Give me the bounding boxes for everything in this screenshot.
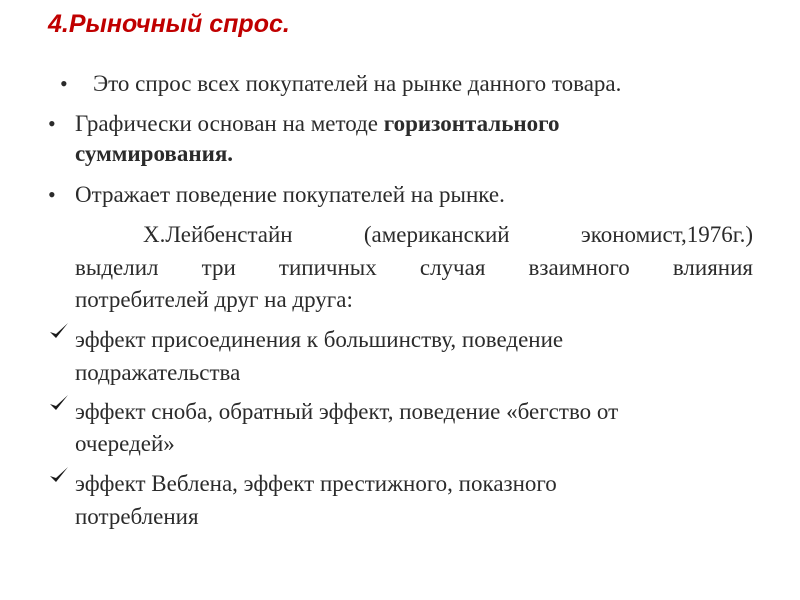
paragraph-line-1: Х.Лейбенстайн (американский экономист,1976г.) [143,222,753,247]
bullet-text-graphic-line2 [75,140,233,168]
paragraph-line-2: выделил три типичных случая взаимного влияния [75,255,753,280]
check-item-1-line-1: эффект присоединения к большинству, поведение [75,327,564,352]
slide-title: 4.Рыночный спрос. [48,10,290,38]
bullet-dot-icon: • [48,182,56,207]
bullet-dot-icon: • [48,111,56,136]
bullet-text-graphic-bold-2: суммирования. [75,141,234,166]
checkmark-icon [48,320,70,342]
bullet-text-behavior: Отражает поведение покупателей на рынке. [75,182,505,207]
bullet-text-graphic [75,110,560,138]
bullet-text-graphic-plain: Графически основан на методе [75,111,384,136]
check-item-3-line-1: эффект Веблена, эффект престижного, показного [75,471,557,496]
check-item-1-line-2: подражательства [75,360,241,385]
bullet-dot-icon: • [60,71,68,96]
check-item-2-line-1: эффект сноба, обратный эффект, поведение «бегство от [75,399,619,424]
checkmark-icon [48,464,70,486]
check-item-2-line-2: очередей» [75,431,175,456]
bullet-text-graphic-bold: горизонтального [383,111,560,136]
check-item-3-line-2: потребления [75,504,199,529]
paragraph-line-3: потребителей друг на друга: [75,287,353,312]
bullet-text-definition: Это спрос всех покупателей на рынке данного товара. [93,71,622,96]
checkmark-icon [48,392,70,414]
